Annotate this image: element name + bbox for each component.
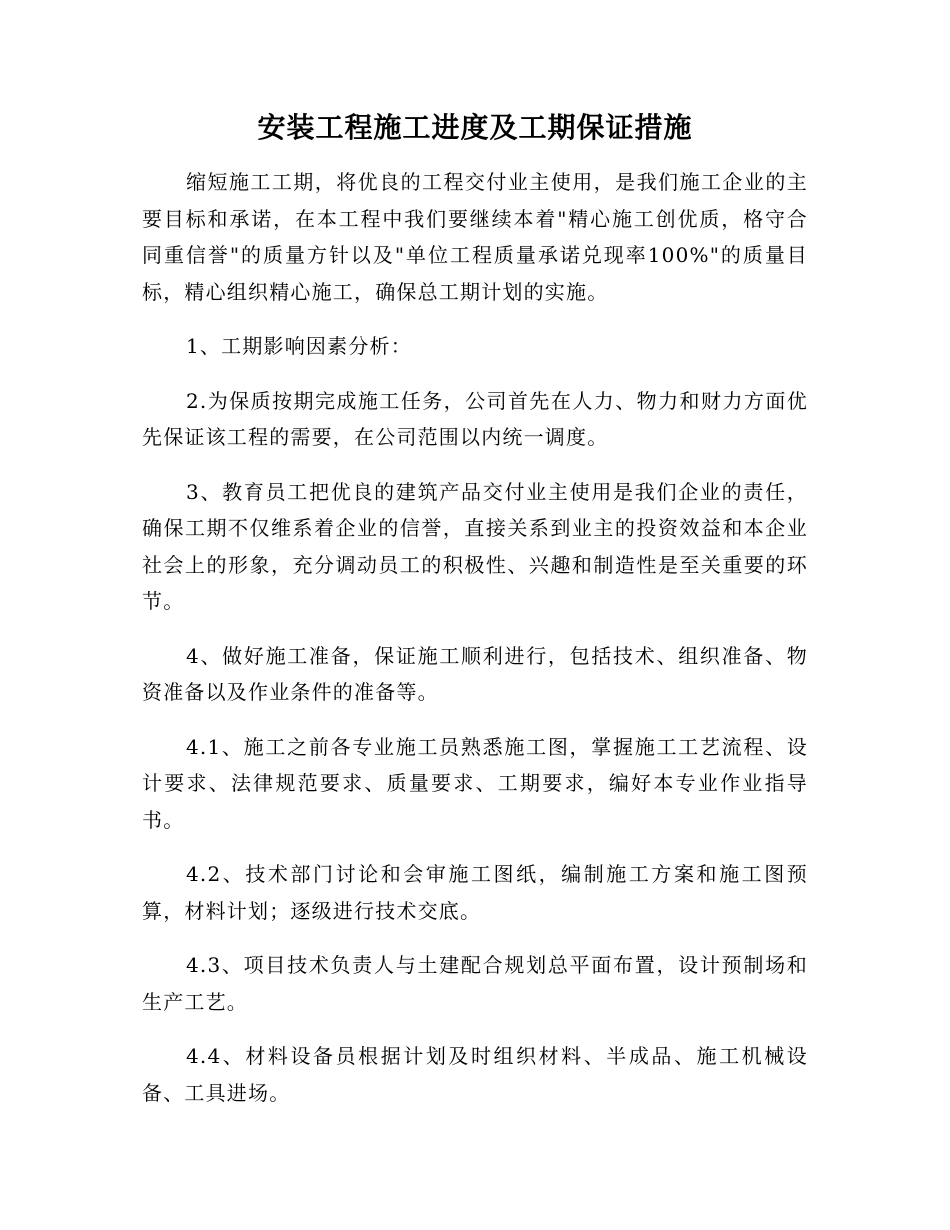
paragraph-section-4-2: 4.2、技术部门讨论和会审施工图纸，编制施工方案和施工图预算，材料计划；逐级进行技术交底。 bbox=[142, 862, 808, 923]
paragraph-section-4-3: 4.3、项目技术负责人与土建配合规划总平面布置，设计预制场和生产工艺。 bbox=[142, 953, 808, 1014]
paragraph-section-1: 1、工期影响因素分析： bbox=[186, 334, 412, 358]
paragraph-section-4-1: 4.1、施工之前各专业施工员熟悉施工图，掌握施工工艺流程、设计要求、法律规范要求、质量要求、工期要求，编好本专业作业指导书。 bbox=[142, 734, 808, 832]
paragraph-section-3: 3、教育员工把优良的建筑产品交付业主使用是我们企业的责任，确保工期不仅维系着企业的信誉，直接关系到业主的投资效益和本企业社会上的形象，充分调动员工的积极性、兴趣和制造性是至关重要的环节。 bbox=[142, 479, 808, 613]
paragraph-section-4-4: 4.4、材料设备员根据计划及时组织材料、半成品、施工机械设备、工具进场。 bbox=[142, 1044, 808, 1105]
document-title: 安装工程施工进度及工期保证措施 bbox=[257, 111, 693, 144]
paragraph-section-2: 2.为保质按期完成施工任务，公司首先在人力、物力和财力方面优先保证该工程的需要，在公司范围以内统一调度。 bbox=[142, 388, 808, 449]
paragraph-intro: 缩短施工工期，将优良的工程交付业主使用，是我们施工企业的主要目标和承诺，在本工程中我们要继续本着"精心施工创优质，格守合同重信誉"的质量方针以及"单位工程质量承诺兑现率100%"的质量目标，精心组织精心施工，确保总工期计划的实施。 bbox=[142, 170, 808, 304]
document-body bbox=[142, 164, 808, 1129]
paragraph-section-4: 4、做好施工准备，保证施工顺利进行，包括技术、组织准备、物资准备以及作业条件的准备等。 bbox=[142, 643, 808, 704]
